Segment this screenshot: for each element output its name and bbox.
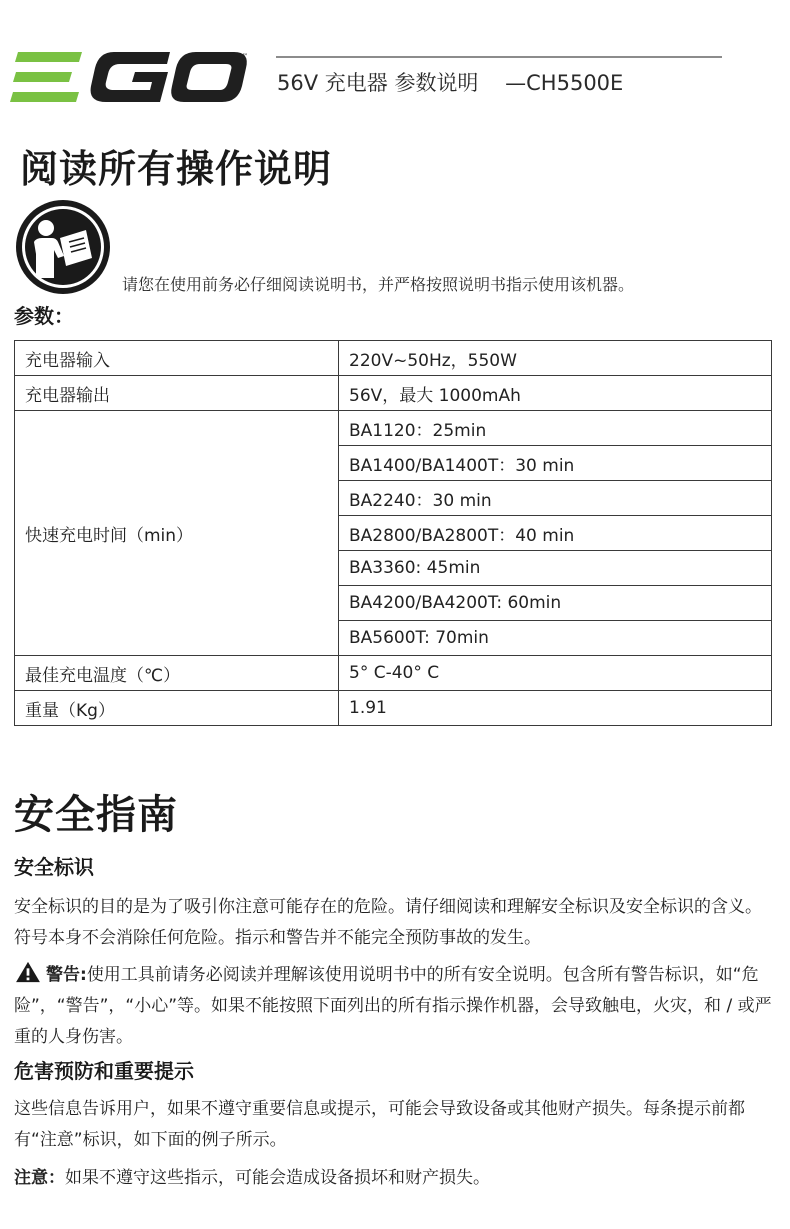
- spec-value: 1.91: [339, 691, 772, 726]
- header-rule: [276, 56, 722, 58]
- table-row: [15, 656, 772, 691]
- fast-charge-label: 快速充电时间（min）: [15, 411, 339, 656]
- spec-label: 最佳充电温度（℃）: [15, 656, 339, 691]
- spec-label: 重量（Kg）: [15, 691, 339, 726]
- page-header: [0, 0, 790, 120]
- spec-value: 5° C-40° C: [339, 656, 772, 691]
- hazard-text: 这些信息告诉用户，如果不遵守重要信息或提示，可能会导致设备或其他财产损失。每条提示前都有“注意”标识，如下面的例子所示。: [14, 1099, 745, 1150]
- table-row: [15, 376, 772, 411]
- params-heading: 参数：: [14, 304, 74, 328]
- table-row: [15, 341, 772, 376]
- fast-charge-value: BA2800/BA2800T：40 min: [339, 516, 772, 551]
- notice-label: 注意：: [14, 1168, 65, 1188]
- safety-sign-text: 安全标识的目的是为了吸引你注意可能存在的危险。请仔细阅读和理解安全标识及安全标识的含义。符号本身不会消除任何危险。指示和警告并不能完全预防事故的发生。: [14, 897, 762, 948]
- svg-text:™: ™: [242, 53, 248, 60]
- read-manual-note: 请您在使用前务必仔细阅读说明书，并严格按照说明书指示使用该机器。: [122, 275, 635, 294]
- fast-charge-value: BA5600T: 70min: [339, 621, 772, 656]
- fast-charge-value: BA3360: 45min: [339, 551, 772, 586]
- table-row: [15, 691, 772, 726]
- fast-charge-value: BA2240：30 min: [339, 481, 772, 516]
- safety-sign-heading: 安全标识: [14, 855, 94, 879]
- spec-value: 220V~50Hz，550W: [339, 341, 772, 376]
- read-manual-icon: [14, 198, 112, 296]
- spec-label: 充电器输出: [15, 376, 339, 411]
- hazard-heading: 危害预防和重要提示: [14, 1059, 194, 1083]
- warning-text: 使用工具前请务必阅读并理解该使用说明书中的所有安全说明。包含所有警告标识，如“危险”，“警告”，“小心”等。如果不能按照下面列出的所有指示操作机器，会导致触电，火灾，和 / 或严重的人身伤害。: [14, 965, 772, 1047]
- warning-paragraph: [14, 960, 778, 1053]
- fast-charge-value: BA1120：25min: [339, 411, 772, 446]
- notice-paragraph: [14, 1163, 778, 1194]
- fast-charge-value: BA4200/BA4200T: 60min: [339, 586, 772, 621]
- spec-label: 充电器输入: [15, 341, 339, 376]
- notice-text: 如果不遵守这些指示，可能会造成设备损坏和财产损失。: [65, 1168, 490, 1188]
- safety-heading: 安全指南: [14, 792, 178, 838]
- ego-logo: [10, 52, 250, 104]
- spec-value: 56V，最大 1000mAh: [339, 376, 772, 411]
- warning-label: 警告:: [46, 965, 87, 985]
- spec-table: [14, 340, 772, 726]
- fast-charge-value: BA1400/BA1400T：30 min: [339, 446, 772, 481]
- table-row: [15, 411, 772, 446]
- warning-triangle-icon: [14, 961, 42, 983]
- document-title: 56V 充电器 参数说明 —CH5500E: [277, 71, 624, 95]
- read-instructions-heading: 阅读所有操作说明: [20, 147, 333, 191]
